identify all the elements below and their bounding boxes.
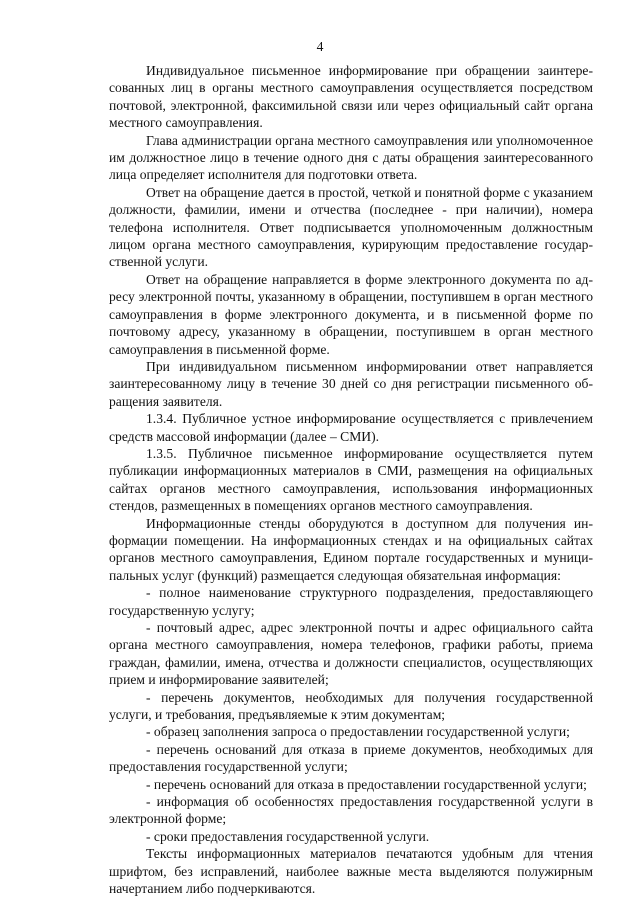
list-item-deadlines: - сроки предоставления государственной услуги. <box>146 828 430 844</box>
list-item-department-name: - полное наименование структурного подразделения, предоставляющего государственную услугу; <box>109 585 593 618</box>
paragraph-1-3-4: 1.3.4. Публичное устное информирование осуществляется с привлечением средств массовой информации (далее – СМИ). <box>109 411 593 444</box>
list-item-service-refusal-grounds: - перечень оснований для отказа в предоставлении государственной услуги; <box>146 776 587 792</box>
paragraph-information-stands: Информационные стенды оборудуются в доступном для получения информации помещении. На информационных стендах и на официальных сайтах органов местного самоуправления, Едином портале государственных и муниципальных услуг (функций) размещается следующая обязательная информация: <box>109 515 593 583</box>
document-body <box>109 62 593 898</box>
list-item-request-sample: - образец заполнения запроса о предоставлении государственной услуги; <box>146 724 570 740</box>
paragraph-head-of-administration: Глава администрации органа местного самоуправления или уполномоченное им должностное лицо в течение одного дня с даты обращения заинтересованного лица определяет исполнителя для подготовки ответа. <box>109 132 593 183</box>
list-item-contacts: - почтовый адрес, адрес электронной почты и адрес официального сайта органа местного самоуправления, номера телефонов, графики работы, приема граждан, фамилии, имена, отчества и должности специалистов, осуществляющих прием и информирование заявителей; <box>109 620 593 688</box>
page-number: 4 <box>316 39 324 54</box>
paragraph-individual-written-informing: Индивидуальное письменное информирование при обращении заинтересованных лиц в органы местного самоуправления осуществляется посредством почтовой, электронной, факсимильной связи или через официальный сайт органа местного самоуправления. <box>109 63 593 131</box>
paragraph-answer-deadline: При индивидуальном письменном информировании ответ направляется заинтересованному лицу в течение 30 дней со дня регистрации письменного обращения заявителя. <box>109 358 593 409</box>
paragraph-text-formatting: Тексты информационных материалов печатаются удобным для чтения шрифтом, без исправлений, наиболее важные места выделяются полужирным начертанием либо подчеркиваются. <box>109 846 593 897</box>
paragraph-1-3-5: 1.3.5. Публичное письменное информирование осуществляется путем публикации информационных материалов в СМИ, размещения на официальных сайтах органов местного самоуправления, использования информационных стендов, размещенных в помещениях органов местного самоуправления. <box>109 445 593 514</box>
list-item-document-refusal-grounds: - перечень оснований для отказа в приеме документов, необходимых для предоставления государственной услуги; <box>109 741 593 775</box>
list-item-documents: - перечень документов, необходимых для получения государственной услуги, и требования, предъявляемые к этим документам; <box>109 689 593 723</box>
paragraph-answer-delivery: Ответ на обращение направляется в форме электронного документа по адресу электронной почты, указанному в обращении, поступившем в орган местного самоуправления в форме электронного документа, и в письменной форме по почтовому адресу, указанному в обращении, поступившем в орган местного самоуправления в письменной форме. <box>109 271 593 357</box>
paragraph-answer-form: Ответ на обращение дается в простой, четкой и понятной форме с указанием должности, фамилии, имени и отчества (последнее - при наличии), номера телефона исполнителя. Ответ подписывается уполномоченным должностным лицом органа местного самоуправления, курирующим предоставление государственной услуги. <box>109 184 593 270</box>
list-item-electronic-form: - информация об особенностях предоставления государственной услуги в электронной форме; <box>109 794 593 827</box>
